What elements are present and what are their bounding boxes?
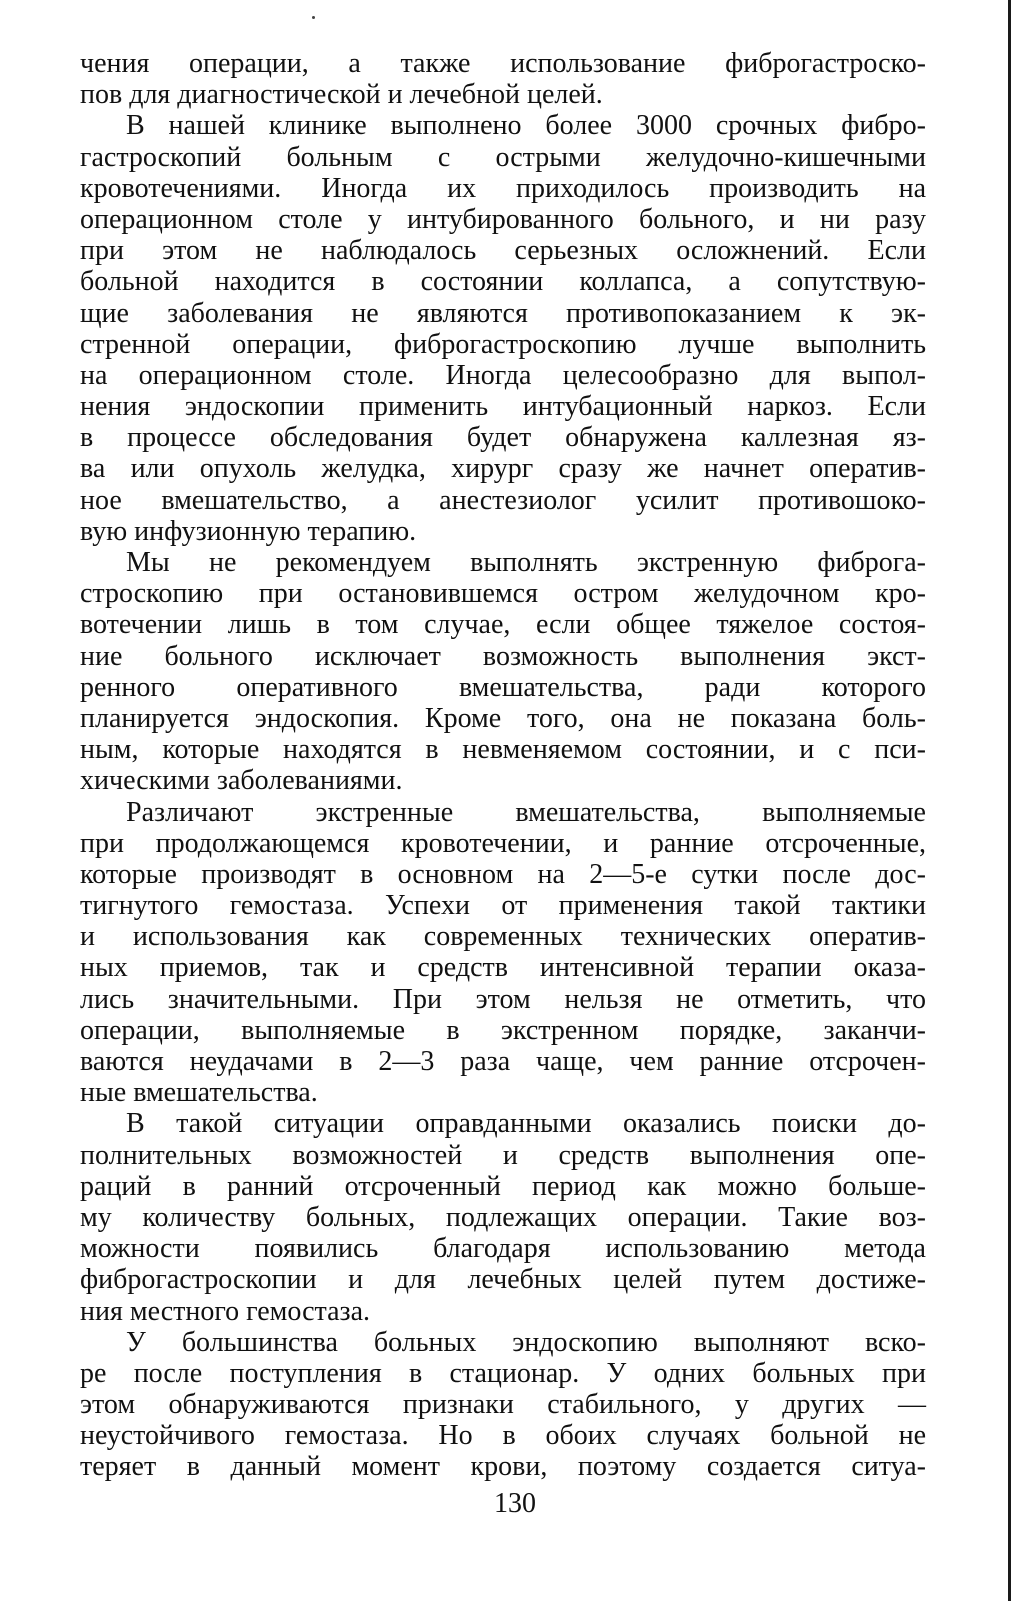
paragraph-first-line: Мы не рекомендуем выполнять экстренную фиброга- [126,547,926,578]
text-line: кровотечениями. Иногда их приходилось производить на [80,172,926,204]
text-line: в процессе обследования будет обнаружена каллезная яз- [80,422,926,454]
text-line: тигнутого гемостаза. Успехи от применения такой тактики [80,890,926,922]
text-line: ренного оперативного вмешательства, ради которого [80,671,926,703]
text-line: полнительных возможностей и средств выполнения опе- [80,1139,926,1171]
page-number: 130 [494,1488,536,1519]
text-line: строскопию при остановившемся остром желудочном кро- [80,578,926,610]
text-line: вотечении лишь в том случае, если общее тяжелое состоя- [80,609,926,641]
text-line: нения эндоскопии применить интубационный наркоз. Если [80,391,926,423]
text-line: щие заболевания не являются противопоказанием к эк- [80,297,926,329]
text-line: планируется эндоскопия. Кроме того, она не показана боль- [80,702,926,734]
paragraph-first-line: В нашей клинике выполнено более 3000 срочных фибро- [126,110,926,142]
text-line: больной находится в состоянии коллапса, а сопутствую- [80,266,926,298]
text-line: ное вмешательство, а анестезиолог усилит противошоко- [80,484,926,516]
text-line: лись значительными. При этом нельзя не отметить, что [80,983,926,1015]
paragraph-first-line: Различают экстренные вмешательства, выполняемые [126,796,926,828]
text-line: этом обнаруживаются признаки стабильного, у других — [80,1389,926,1421]
paragraph-first-line: У большинства больных эндоскопию выполняют вско- [126,1326,926,1358]
text-line: теряет в данный момент крови, поэтому создается ситуа- [80,1451,926,1483]
text-line: гастроскопий больным с острыми желудочно-кишечными [80,141,926,173]
text-line: операции, выполняемые в экстренном порядке, заканчи- [80,1014,926,1046]
text-line: чения операции, а также использование фиброгастроско- [80,48,926,79]
text-line: неустойчивого гемостаза. Но в обоих случаях больной не [80,1420,926,1452]
text-line: ния местного гемостаза. [80,1295,371,1327]
text-line: ре после поступления в стационар. У одних больных при [80,1357,926,1389]
text-line: при продолжающемся кровотечении, и ранние отсроченные, [80,827,926,859]
text-line: ва или опухоль желудка, хирург сразу же начнет оператив- [80,453,926,485]
text-line: пов для диагностической и лечебной целей. [80,79,603,111]
text-line: раций в ранний отсроченный период как можно больше- [80,1170,926,1202]
page-edge-rule [1008,0,1011,1601]
text-line: можности появились благодаря использованию метода [80,1233,926,1265]
text-line: ваются неудачами в 2—3 раза чаще, чем ранние отсрочен- [80,1046,926,1077]
text-line: вую инфузионную терапию. [80,515,417,547]
text-line: ных приемов, так и средств интенсивной терапии оказа- [80,952,926,984]
text-line: которые производят в основном на 2—5-е сутки после дос- [80,858,926,890]
text-line: ние больного исключает возможность выполнения экст- [80,640,926,672]
text-line: фиброгастроскопии и для лечебных целей путем достиже- [80,1264,926,1296]
body-text [80,48,926,1483]
text-line: при этом не наблюдалось серьезных осложнений. Если [80,235,926,267]
text-line: му количеству больных, подлежащих операции. Такие воз- [80,1201,926,1233]
text-line: стренной операции, фиброгастроскопию лучше выполнить [80,328,926,360]
print-speck [312,16,315,19]
text-line: ные вмешательства. [80,1077,318,1109]
text-line: хическими заболеваниями. [80,765,403,797]
text-line: и использования как современных технических оператив- [80,921,926,953]
text-line: ным, которые находятся в невменяемом состоянии, и с пси- [80,734,926,766]
paragraph-first-line: В такой ситуации оправданными оказались поиски до- [126,1108,926,1140]
text-line: на операционном столе. Иногда целесообразно для выпол- [80,359,926,391]
text-line: операционном столе у интубированного больного, и ни разу [80,203,926,235]
